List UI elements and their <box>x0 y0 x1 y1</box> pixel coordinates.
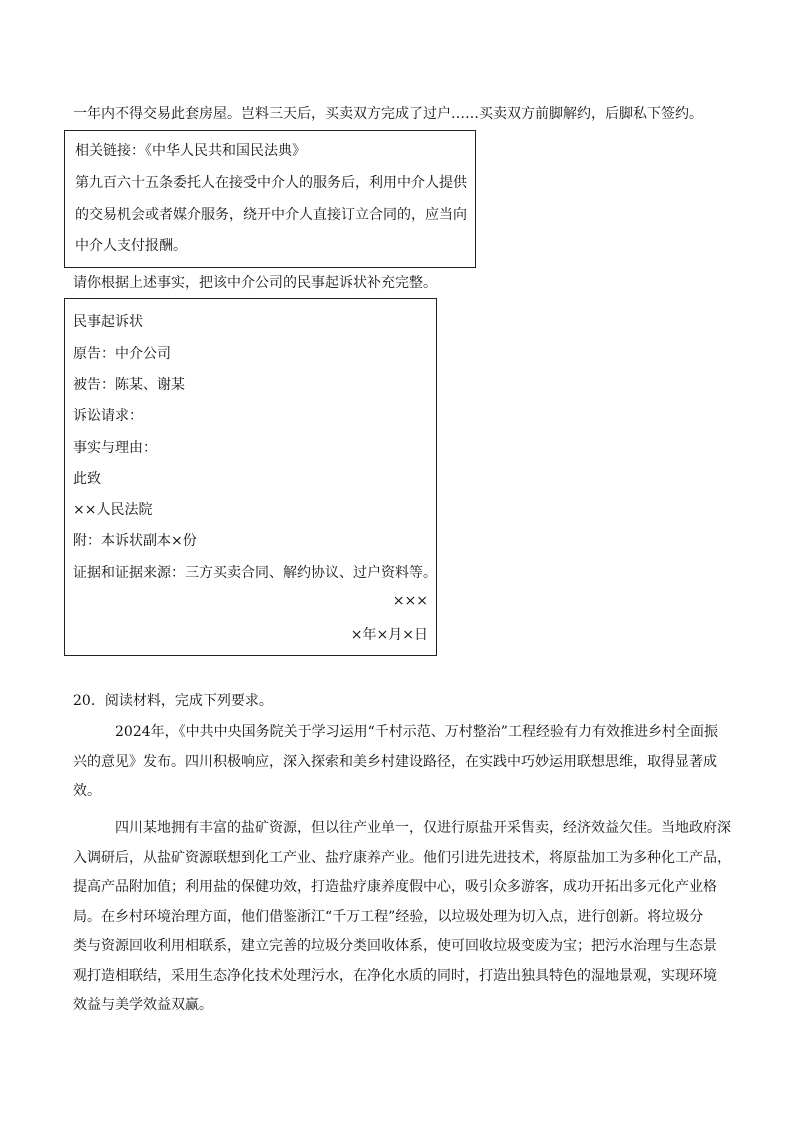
question-20-heading: 20．阅读材料，完成下列要求。 <box>73 693 273 709</box>
law-box-line: 中介人支付报酬。 <box>75 238 187 254</box>
law-box-line: 第九百六十五条委托人在接受中介人的服务后，利用中介人提供 <box>75 175 467 191</box>
instruction-text: 请你根据上述事实，把该中介公司的民事起诉状补充完整。 <box>73 275 437 291</box>
complaint-plaintiff: 原告：中介公司 <box>73 346 171 362</box>
complaint-signature: ××× <box>392 593 428 609</box>
paragraph-line: 类与资源回收利用相联系，建立完善的垃圾分类回收体系，使可回收垃圾变废为宝；把污水治理与生态景 <box>73 938 717 954</box>
complaint-salute: 此致 <box>73 471 101 487</box>
paragraph-line: 效益与美学效益双赢。 <box>73 997 213 1013</box>
question-20-paragraph-1 <box>73 718 733 807</box>
law-box-title: 相关链接：《中华人民共和国民法典》 <box>75 143 306 159</box>
paragraph-line: 2024年，《中共中央国务院关于学习运用“千村示范、万村整治”工程经验有力有效推进乡村全面振 <box>115 724 718 740</box>
paragraph-line: 局。在乡村环境治理方面，他们借鉴浙江“千万工程”经验，以垃圾处理为切入点，进行创新。将垃圾分 <box>73 908 704 925</box>
complaint-court: ××人民法院 <box>73 502 153 518</box>
law-reference-box <box>64 130 476 268</box>
question-20-paragraph-2 <box>73 814 733 1021</box>
complaint-form-box <box>64 298 437 656</box>
law-box-line: 的交易机会或者媒介服务，绕开中介人直接订立合同的，应当向 <box>75 207 467 223</box>
complaint-facts: 事实与理由： <box>73 440 157 456</box>
complaint-title: 民事起诉状 <box>73 314 143 330</box>
intro-line: 一年内不得交易此套房屋。岂料三天后，买卖双方完成了过户……买卖双方前脚解约，后脚私下签约。 <box>73 106 703 122</box>
paragraph-line: 观打造相联结，采用生态净化技术处理污水，在净化水质的同时，打造出独具特色的湿地景观，实现环境 <box>73 967 717 984</box>
complaint-attachment: 附：本诉状副本×份 <box>73 533 197 549</box>
paragraph-line: 提高产品附加值；利用盐的保健功效，打造盐疗康养度假中心，吸引众多游客，成功开拓出多元化产业格 <box>73 879 717 895</box>
complaint-claims: 诉讼请求： <box>73 408 143 424</box>
complaint-date: ×年×月×日 <box>350 627 428 643</box>
paragraph-line: 四川某地拥有丰富的盐矿资源，但以往产业单一，仅进行原盐开采售卖，经济效益欠佳。当地政府深 <box>115 820 731 836</box>
paragraph-line: 入调研后，从盐矿资源联想到化工产业、盐疗康养产业。他们引进先进技术，将原盐加工为多种化工产品， <box>73 849 731 866</box>
paragraph-line: 效。 <box>73 783 101 799</box>
paragraph-line: 兴的意见》发布。四川积极响应，深入探索和美乡村建设路径，在实践中巧妙运用联想思维，取得显著成 <box>73 753 717 770</box>
complaint-evidence: 证据和证据来源：三方买卖合同、解约协议、过户资料等。 <box>73 565 437 581</box>
complaint-defendant: 被告：陈某、谢某 <box>73 377 185 393</box>
